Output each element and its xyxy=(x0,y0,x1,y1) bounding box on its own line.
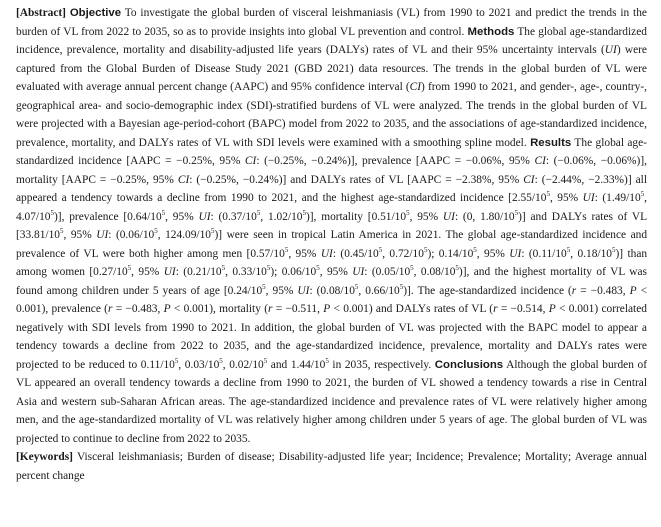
conclusions-heading: Conclusions xyxy=(434,358,504,371)
keywords-paragraph xyxy=(16,448,647,485)
methods-text: The global age-standardized incidence, prevalence, mortality and disability-adjusted life years (DALYs) rates of VL and their 95% uncertainty intervals (UI) were captured from the Global Burden of Disease Study 2021 (GBD 2021) data resources. The trends in the global burden of VL were evaluated with average annual percent change (AAPC) and 95% confidence interval (CI) from 1990 to 2021, and gender-, age-, country-, geographical area- and socio-demographic index (SDI)-stratified burdens of VL were analyzed. The trends in the global burden of VL were projected with a Bayesian age-period-cohort (BAPC) model from 2022 to 2035, and the associations of age-standardized incidence, prevalence, mortality, and DALYs rates of VL with SDI levels were examined with a smoothing spline model. xyxy=(16,25,647,149)
keywords-text: Visceral leishmaniasis; Burden of disease; Disability-adjusted life year; Incidence; Prevalence; Mortality; Average annual percent change xyxy=(16,451,647,482)
abstract-label: [Abstract] xyxy=(16,7,66,19)
objective-text: To investigate the global burden of visceral leishmaniasis (VL) from 1990 to 2021 and predict the trends in the burden of VL from 2022 to 2035, so as to provide insights into global VL prevention and control. xyxy=(16,7,647,38)
results-text: The global age-standardized incidence [AAPC = −0.25%, 95% CI: (−0.25%, −0.24%)], prevalence [AAPC = −0.06%, 95% CI: (−0.06%, −0.06%)], mortality [AAPC = −0.25%, 95% CI: (−0.25%, −0.24%)] and DALYs rates of VL [AAPC = −2.38%, 95% CI: (−2.44%, −2.33%)] all appeared a tendency towards a decline from 1990 to 2021, and the highest age-standardized incidence [$2.55/10^5$, 95% UI: ($1.49/10^5$, $4.07/10^5$)], prevalence [$0.64/10^5$, 95% UI: ($0.37/10^5$, $1.02/10^5$)], mortality [$0.51/10^5$, 95% UI: (0, $1.80/10^5$)] and DALYs rates of VL [$33.81/10^5$, 95% UI: ($0.06/10^5$, $124.09/10^5$)] were seen in tropical Latin America in 2021. The global age-standardized incidence and prevalence of VL were both higher among men [$0.57/10^5$, 95% UI: ($0.45/10^5$, $0.72/10^5$); $0.14/10^5$, 95% UI: ($0.11/10^5$, $0.18/10^5$)] than among women [$0.27/10^5$, 95% UI: ($0.21/10^5$, $0.33/10^5$); $0.06/10^5$, 95% UI: ($0.05/10^5$, $0.08/10^5$)], and the highest mortality of VL was found among children under 5 years of age [$0.24/10^5$, 95% UI: ($0.08/10^5$, $0.66/10^5$)]. The age-standardized incidence (r = −0.483, P < 0.001), prevalence (r = −0.483, P < 0.001), mortality (r = −0.511, P < 0.001) and DALYs rates of VL (r = −0.514, P < 0.001) correlated negatively with SDI levels from 1990 to 2021. In addition, the global burden of VL was projected with the BAPC model to appear a tendency towards a decline from 2022 to 2035, and the age-standardized incidence, prevalence, mortality and DALYs rates were projected to be reduced to $0.11/10^5$, $0.03/10^5$, $0.02/10^5$ and $1.44/10^5$ in 2035, respectively. xyxy=(16,136,648,371)
abstract-paragraph xyxy=(16,4,647,448)
keywords-label: [Keywords] xyxy=(16,451,73,463)
results-heading: Results xyxy=(530,136,572,149)
conclusions-text: Although the global burden of VL appeared an overall tendency towards a decline from 1990 to 2021, the burden of VL showed a tendency towards a rise in Central Asia and western sub-Saharan African areas. The age-standardized incidence and prevalence rates of VL were relatively higher among men, and the age-standardized mortality of VL was relatively higher among children under 5 years of age. The global burden of VL was projected to continue to decline from 2022 to 2035. xyxy=(16,358,647,445)
objective-heading: Objective xyxy=(69,7,122,19)
methods-heading: Methods xyxy=(467,25,515,38)
